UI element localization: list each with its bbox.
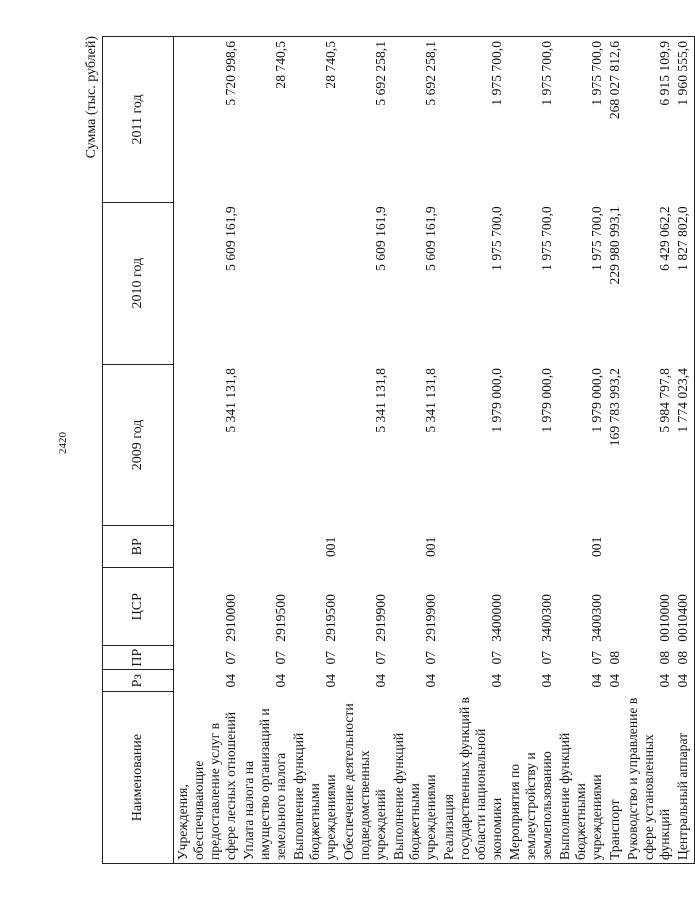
- row-csr: 3400000: [489, 594, 504, 642]
- row-2011: 1 960 555,0: [674, 37, 692, 203]
- header-2011: 2011 год: [103, 37, 174, 203]
- row-csr: 2919500: [323, 594, 338, 642]
- row-2011: 5 720 998,6: [174, 37, 241, 203]
- table-row: [506, 37, 556, 864]
- row-2011: 28 740,5: [290, 37, 340, 203]
- row-2009: 5 341 131,8: [373, 368, 388, 433]
- row-rz: 04: [223, 673, 238, 688]
- row-vr: [174, 526, 241, 568]
- header-pr: ПР: [103, 646, 174, 670]
- row-rz: 04: [423, 673, 438, 688]
- row-pr: 08: [607, 650, 622, 665]
- table-row: [606, 37, 624, 864]
- row-2009: 169 783 993,2: [607, 368, 622, 447]
- row-2010: 1 975 700,0: [539, 206, 554, 271]
- row-2009: 5 341 131,8: [223, 368, 238, 433]
- row-2009: [240, 364, 290, 526]
- row-name: Обеспечение деятельности подведомственных учреждений: [340, 692, 390, 864]
- row-2011: 1 975 700,0: [440, 37, 506, 203]
- row-csr: 0010400: [675, 594, 690, 642]
- row-csr: 0010000: [657, 594, 672, 642]
- table-bottom-border: [692, 37, 695, 864]
- table-row: [290, 37, 340, 864]
- row-name: Центральный аппарат: [674, 692, 692, 864]
- row-name: Учреждения, обеспечивающие предоставление услуг в сфере лесных отношений: [174, 692, 241, 864]
- row-pr: 07: [373, 650, 388, 665]
- row-2009: [290, 364, 340, 526]
- row-name: Выполнение функций бюджетными учреждениями: [290, 692, 340, 864]
- table-body: [174, 37, 695, 864]
- row-pr: 08: [657, 650, 672, 665]
- row-csr: [606, 568, 624, 646]
- row-2010: 1 975 700,0: [589, 206, 604, 271]
- row-2010: 5 609 161,9: [373, 206, 388, 271]
- row-2010: 229 980 993,1: [607, 206, 622, 285]
- row-pr: 07: [423, 650, 438, 665]
- row-2011: 6 915 109,9: [624, 37, 674, 203]
- row-vr: [240, 526, 290, 568]
- row-2009: 5 984 797,8: [657, 368, 672, 433]
- row-name: Уплата налога на имущество организаций и земельного налога: [240, 692, 290, 864]
- row-2009: 1 979 000,0: [539, 368, 554, 433]
- rotated-page: [80, 36, 690, 864]
- row-rz: 04: [273, 673, 288, 688]
- row-rz: 04: [323, 673, 338, 688]
- row-2009: 1 979 000,0: [489, 368, 504, 433]
- row-vr: [606, 526, 624, 568]
- table-row: [674, 37, 692, 864]
- row-csr: 3400300: [539, 594, 554, 642]
- row-name: Реализация государственных функций в области национальной экономики: [440, 692, 506, 864]
- row-csr: 2919900: [423, 594, 438, 642]
- row-2011: 268 027 812,6: [606, 37, 624, 203]
- table-row: [440, 37, 506, 864]
- row-2011: 5 692 258,1: [340, 37, 390, 203]
- row-vr: 001: [423, 536, 438, 557]
- row-vr: [506, 526, 556, 568]
- row-vr: 001: [323, 536, 338, 557]
- table-row: [556, 37, 606, 864]
- row-vr: [674, 526, 692, 568]
- table-row: [624, 37, 674, 864]
- row-pr: 07: [539, 650, 554, 665]
- row-pr: 07: [223, 650, 238, 665]
- row-2010: 1 975 700,0: [489, 206, 504, 271]
- row-name: Транспорт: [606, 692, 624, 864]
- table-row: [390, 37, 440, 864]
- row-pr: 07: [273, 650, 288, 665]
- units-label: Сумма (тыс. рублей): [84, 36, 99, 159]
- row-pr: 07: [589, 650, 604, 665]
- row-2010: 1 827 802,0: [675, 206, 690, 271]
- row-rz: 04: [657, 673, 672, 688]
- row-2010: 5 609 161,9: [423, 206, 438, 271]
- row-name: Мероприятия по землеустройству и землепользованию: [506, 692, 556, 864]
- row-name: Выполнение функций бюджетными учреждениями: [390, 692, 440, 864]
- row-vr: 001: [589, 536, 604, 557]
- row-csr: 2919900: [373, 594, 388, 642]
- header-2009: 2009 год: [103, 364, 174, 526]
- row-2010: [290, 202, 340, 364]
- row-rz: 04: [607, 673, 622, 688]
- row-pr: 07: [323, 650, 338, 665]
- page-number: 2420: [57, 432, 69, 454]
- header-name: Наименование: [103, 692, 174, 864]
- row-pr: 07: [489, 650, 504, 665]
- header-rz: Рз: [103, 670, 174, 692]
- row-rz: 04: [539, 673, 554, 688]
- row-2011: 1 975 700,0: [556, 37, 606, 203]
- table-row: [174, 37, 241, 864]
- row-rz: 04: [489, 673, 504, 688]
- row-2011: 28 740,5: [240, 37, 290, 203]
- row-vr: [624, 526, 674, 568]
- table-row: [240, 37, 290, 864]
- row-2011: 1 975 700,0: [506, 37, 556, 203]
- row-pr: 08: [675, 650, 690, 665]
- table-row: [340, 37, 390, 864]
- header-csr: ЦСР: [103, 568, 174, 646]
- row-2010: 6 429 062,2: [657, 206, 672, 271]
- row-2009: 1 774 023,4: [675, 368, 690, 433]
- row-vr: [340, 526, 390, 568]
- row-rz: 04: [675, 673, 690, 688]
- row-2009: 1 979 000,0: [589, 368, 604, 433]
- row-rz: 04: [373, 673, 388, 688]
- row-rz: 04: [589, 673, 604, 688]
- row-csr: 3400300: [589, 594, 604, 642]
- row-vr: [440, 526, 506, 568]
- row-csr: 2919500: [273, 594, 288, 642]
- header-vr: ВР: [103, 526, 174, 568]
- header-2010: 2010 год: [103, 202, 174, 364]
- row-csr: 2910000: [223, 594, 238, 642]
- row-2011: 5 692 258,1: [390, 37, 440, 203]
- row-name: Руководство и управление в сфере установленных функций: [624, 692, 674, 864]
- row-2009: 5 341 131,8: [423, 368, 438, 433]
- table-header: [103, 37, 174, 864]
- row-2010: 5 609 161,9: [223, 206, 238, 271]
- row-2010: [240, 202, 290, 364]
- row-name: Выполнение функций бюджетными учреждениями: [556, 692, 606, 864]
- budget-table: [102, 36, 695, 864]
